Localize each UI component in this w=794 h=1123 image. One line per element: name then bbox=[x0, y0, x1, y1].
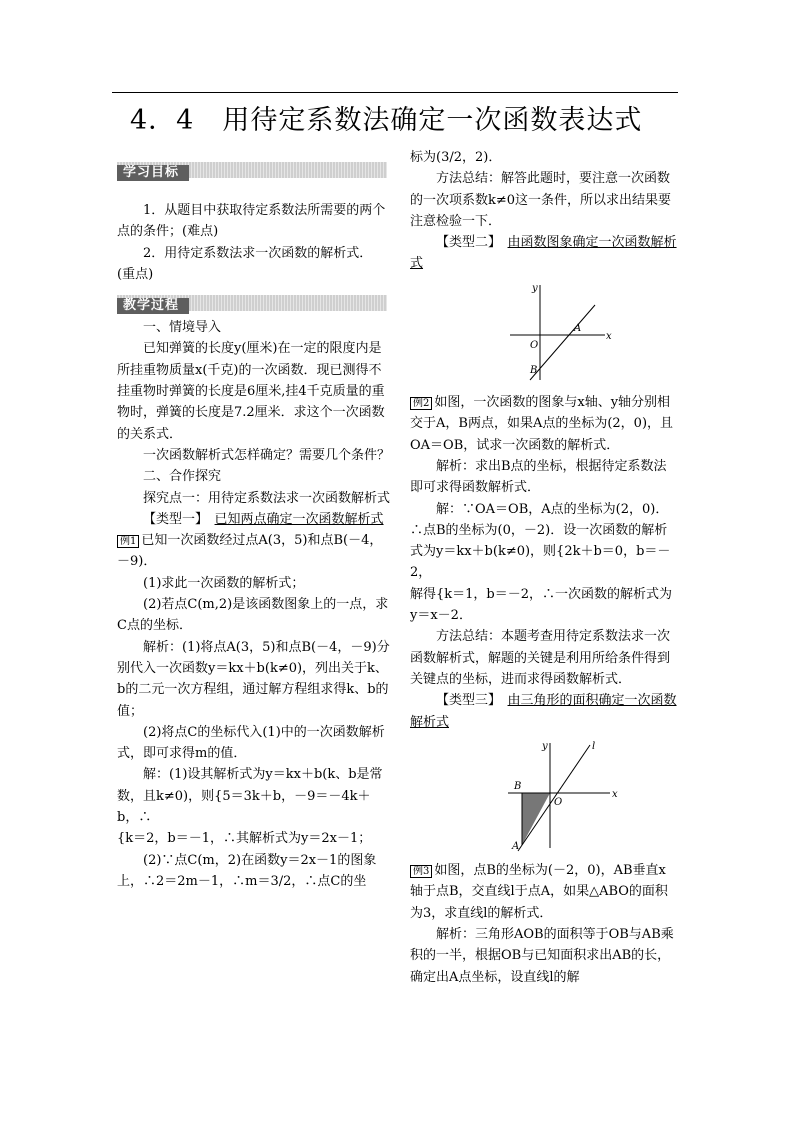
fig1-label-y: y bbox=[532, 282, 538, 294]
ex1-solution-1: 解：(1)设其解析式为y＝kx＋b(k、b是常数，且k≠0)，则{5＝3k＋b，－9＝－4k＋b，∴ bbox=[117, 767, 383, 826]
example-2 bbox=[410, 392, 678, 456]
figure-1-graph bbox=[410, 275, 678, 385]
intro-question: 一次函数解析式怎样确定？需要几个条件？ bbox=[143, 447, 391, 463]
ex2-analysis: 解析：求出B点的坐标，根据待定系数法即可求得函数解析式． bbox=[410, 458, 667, 496]
left-column bbox=[117, 160, 390, 892]
fig2-label-l: l bbox=[592, 740, 596, 752]
ex2-text: 如图，一次函数的图象与x轴、y轴分别相交于A，B两点，如果A点的坐标为(2，0)，且OA＝OB，试求一次函数的解析式． bbox=[410, 395, 674, 453]
type1-heading bbox=[117, 509, 390, 530]
goals-label: 学习目标 bbox=[117, 165, 189, 181]
type2-tag: 【类型二】 bbox=[436, 235, 495, 251]
right-column bbox=[410, 147, 678, 988]
intro-para: 已知弹簧的长度y(厘米)在一定的限度内是所挂重物质量x(千克)的一次函数．现已测得不挂重物时弹簧的长度是6厘米,挂4千克质量的重物时，弹簧的长度是7.2厘米．求这个一次函数的关系式． bbox=[117, 341, 385, 442]
type1-title: 已知两点确定一次函数解析式 bbox=[214, 511, 384, 527]
ex1-badge: 例1 bbox=[117, 535, 139, 548]
fig1-label-A: A bbox=[574, 322, 582, 334]
page-title: 4．4 用待定系数法确定一次函数表达式 bbox=[130, 105, 643, 136]
example-1 bbox=[117, 530, 390, 573]
figure-2-graph bbox=[410, 733, 678, 853]
process-label: 教学过程 bbox=[117, 298, 189, 314]
type3-tag: 【类型三】 bbox=[436, 693, 495, 709]
heading-intro: 一、情境导入 bbox=[143, 320, 222, 336]
type3-heading bbox=[410, 690, 678, 733]
fig2-label-x: x bbox=[612, 788, 618, 800]
ex1-solution-cont: 标为(3/2，2)． bbox=[410, 150, 502, 165]
goal-1: 1．从题目中获取待定系数法所需要的两个点的条件；(难点) bbox=[117, 203, 386, 240]
process-banner bbox=[117, 295, 387, 314]
ex1-question-1: (1)求此一次函数的解析式； bbox=[143, 575, 305, 591]
type2-heading bbox=[410, 232, 678, 275]
ex3-analysis: 解析：三角形AOB的面积等于OB与AB乘积的一半，根据OB与已知面积求出AB的长，确定出A点坐标，设直线l的解 bbox=[410, 927, 674, 985]
example-3 bbox=[410, 860, 678, 924]
ex2-badge: 例2 bbox=[410, 397, 432, 410]
fig1-label-x: x bbox=[606, 330, 612, 342]
goal-2: 2．用待定系数法求一次函数的解析式．(重点) bbox=[117, 245, 373, 282]
ex1-question-2: (2)若点C(m,2)是该函数图象上的一点，求C点的坐标． bbox=[117, 597, 389, 634]
fig1-label-O: O bbox=[530, 339, 539, 351]
fig2-triangle bbox=[522, 793, 550, 845]
ex1-solution-2: {k＝2，b＝－1，∴其解析式为y＝2x－1； bbox=[117, 831, 372, 847]
ex2-solution-1: 解：∵OA＝OB，A点的坐标为(2，0)．∴点B的坐标为(0，－2)．设一次函数的解析式为y＝kx＋b(k≠0)，则{2k＋b＝0，b＝－2， bbox=[410, 501, 671, 581]
ex3-badge: 例3 bbox=[410, 865, 432, 878]
type1-tag: 【类型一】 bbox=[143, 511, 202, 527]
summary-2: 方法总结：本题考查用待定系数法求一次函数解析式，解题的关键是利用所给条件得到关键点的坐标，进而求得函数解析式． bbox=[410, 629, 671, 687]
goals-banner bbox=[117, 162, 387, 178]
type2-title: 由函数图象确定一次函数解析式 bbox=[410, 235, 677, 272]
ex3-text: 如图，点B的坐标为(－2，0)，AB垂直x轴于点B，交直线l于点A，如果△ABO的面积为3，求直线l的解析式． bbox=[410, 863, 668, 921]
explore-point-1: 探究点一：用待定系数法求一次函数解析式 bbox=[143, 490, 391, 506]
fig2-label-O: O bbox=[554, 796, 563, 808]
summary-1: 方法总结：解答此题时，要注意一次函数的一次项系数k≠0这一条件，所以求出结果要注意检验一下． bbox=[410, 171, 672, 229]
ex1-solution-3: (2)∵点C(m，2)在函数y＝2x－1的图象上，∴2＝2m－1，∴m＝3/2，∴点C的坐 bbox=[117, 852, 377, 889]
heading-explore: 二、合作探究 bbox=[143, 469, 222, 485]
fig2-label-y: y bbox=[542, 740, 548, 752]
ex1-analysis-1: 解析：(1)将点A(3，5)和点B(－4，－9)分别代入一次函数y＝kx＋b(k≠0)，列出关于k、b的二元一次方程组，通过解方程组求得k、b的值； bbox=[117, 639, 390, 719]
ex1-analysis-2: (2)将点C的坐标代入(1)中的一次函数解析式，即可求得m的值． bbox=[117, 724, 385, 762]
fig1-label-B: B bbox=[530, 364, 538, 376]
ex1-text: 已知一次函数经过点A(3，5)和点B(－4，－9)． bbox=[117, 533, 383, 570]
fig2-label-B: B bbox=[514, 780, 522, 792]
ex2-solution-2: 解得{k＝1，b＝－2，∴一次函数的解析式为y＝x－2． bbox=[410, 586, 673, 624]
type3-title: 由三角形的面积确定一次函数解析式 bbox=[410, 693, 677, 730]
title-rule bbox=[112, 92, 678, 93]
fig2-label-A: A bbox=[512, 840, 520, 852]
